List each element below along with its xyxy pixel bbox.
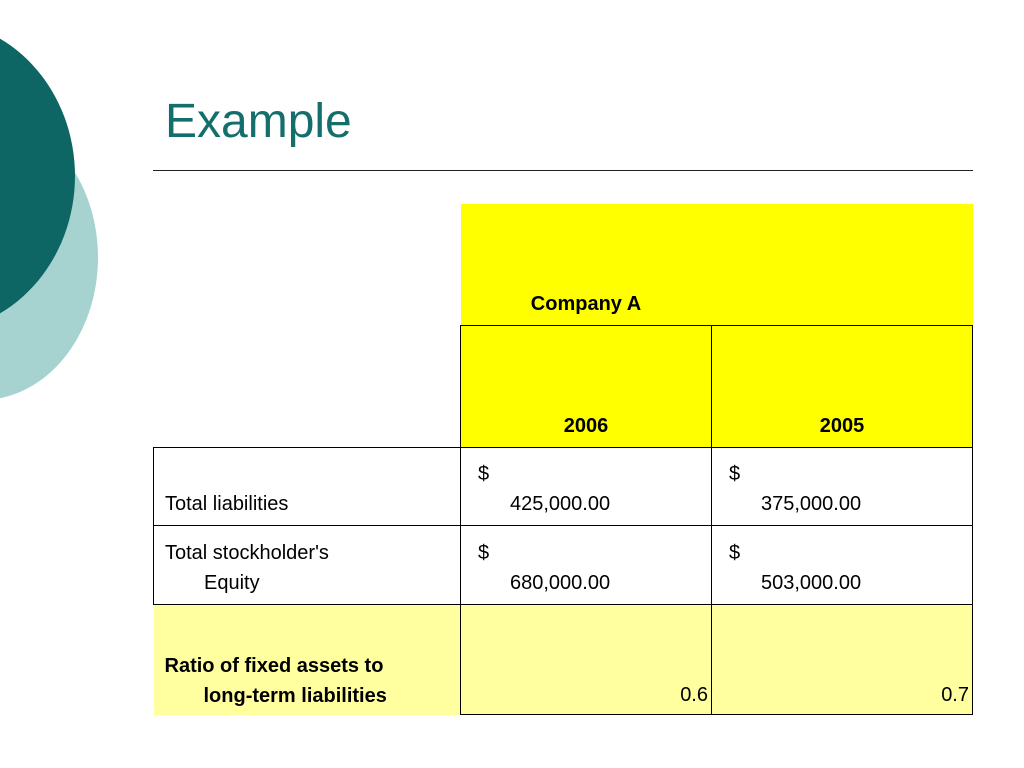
amount-value: 425,000.00	[510, 493, 611, 515]
financial-table	[153, 204, 973, 715]
title-divider	[153, 170, 973, 171]
value-cell	[712, 526, 973, 605]
currency-symbol: $	[729, 463, 741, 485]
header-company-cell: Company A	[461, 204, 712, 326]
header-row-years	[154, 326, 973, 448]
header-company-filler-cell	[712, 204, 973, 326]
header-year-2006: 2006	[461, 326, 712, 448]
header-row-company	[154, 204, 973, 326]
header-blank-cell	[154, 326, 461, 448]
ratio-value-2006: 0.6	[461, 605, 712, 715]
currency-symbol: $	[478, 542, 490, 564]
currency-symbol: $	[729, 542, 741, 564]
ratio-row	[154, 605, 973, 715]
ratio-value-2005: 0.7	[712, 605, 973, 715]
row-label-line2: Equity	[204, 572, 260, 594]
table-row	[154, 526, 973, 605]
header-blank-cell	[154, 204, 461, 326]
value-cell	[461, 526, 712, 605]
amount-value: 680,000.00	[510, 572, 611, 594]
slide-title: Example	[165, 95, 352, 148]
table-row	[154, 448, 973, 526]
header-year-2005: 2005	[712, 326, 973, 448]
row-label-line1: Total stockholder's	[165, 542, 329, 564]
row-label-line1: Total liabilities	[165, 493, 289, 515]
amount-value: 375,000.00	[761, 493, 862, 515]
row-label	[154, 526, 461, 605]
ratio-label	[154, 605, 461, 715]
ratio-label-line2: long-term liabilities	[203, 684, 387, 707]
value-cell	[712, 448, 973, 526]
value-cell	[461, 448, 712, 526]
row-label	[154, 448, 461, 526]
currency-symbol: $	[478, 463, 490, 485]
ratio-label-line1: Ratio of fixed assets to	[164, 654, 384, 677]
amount-value: 503,000.00	[761, 572, 862, 594]
